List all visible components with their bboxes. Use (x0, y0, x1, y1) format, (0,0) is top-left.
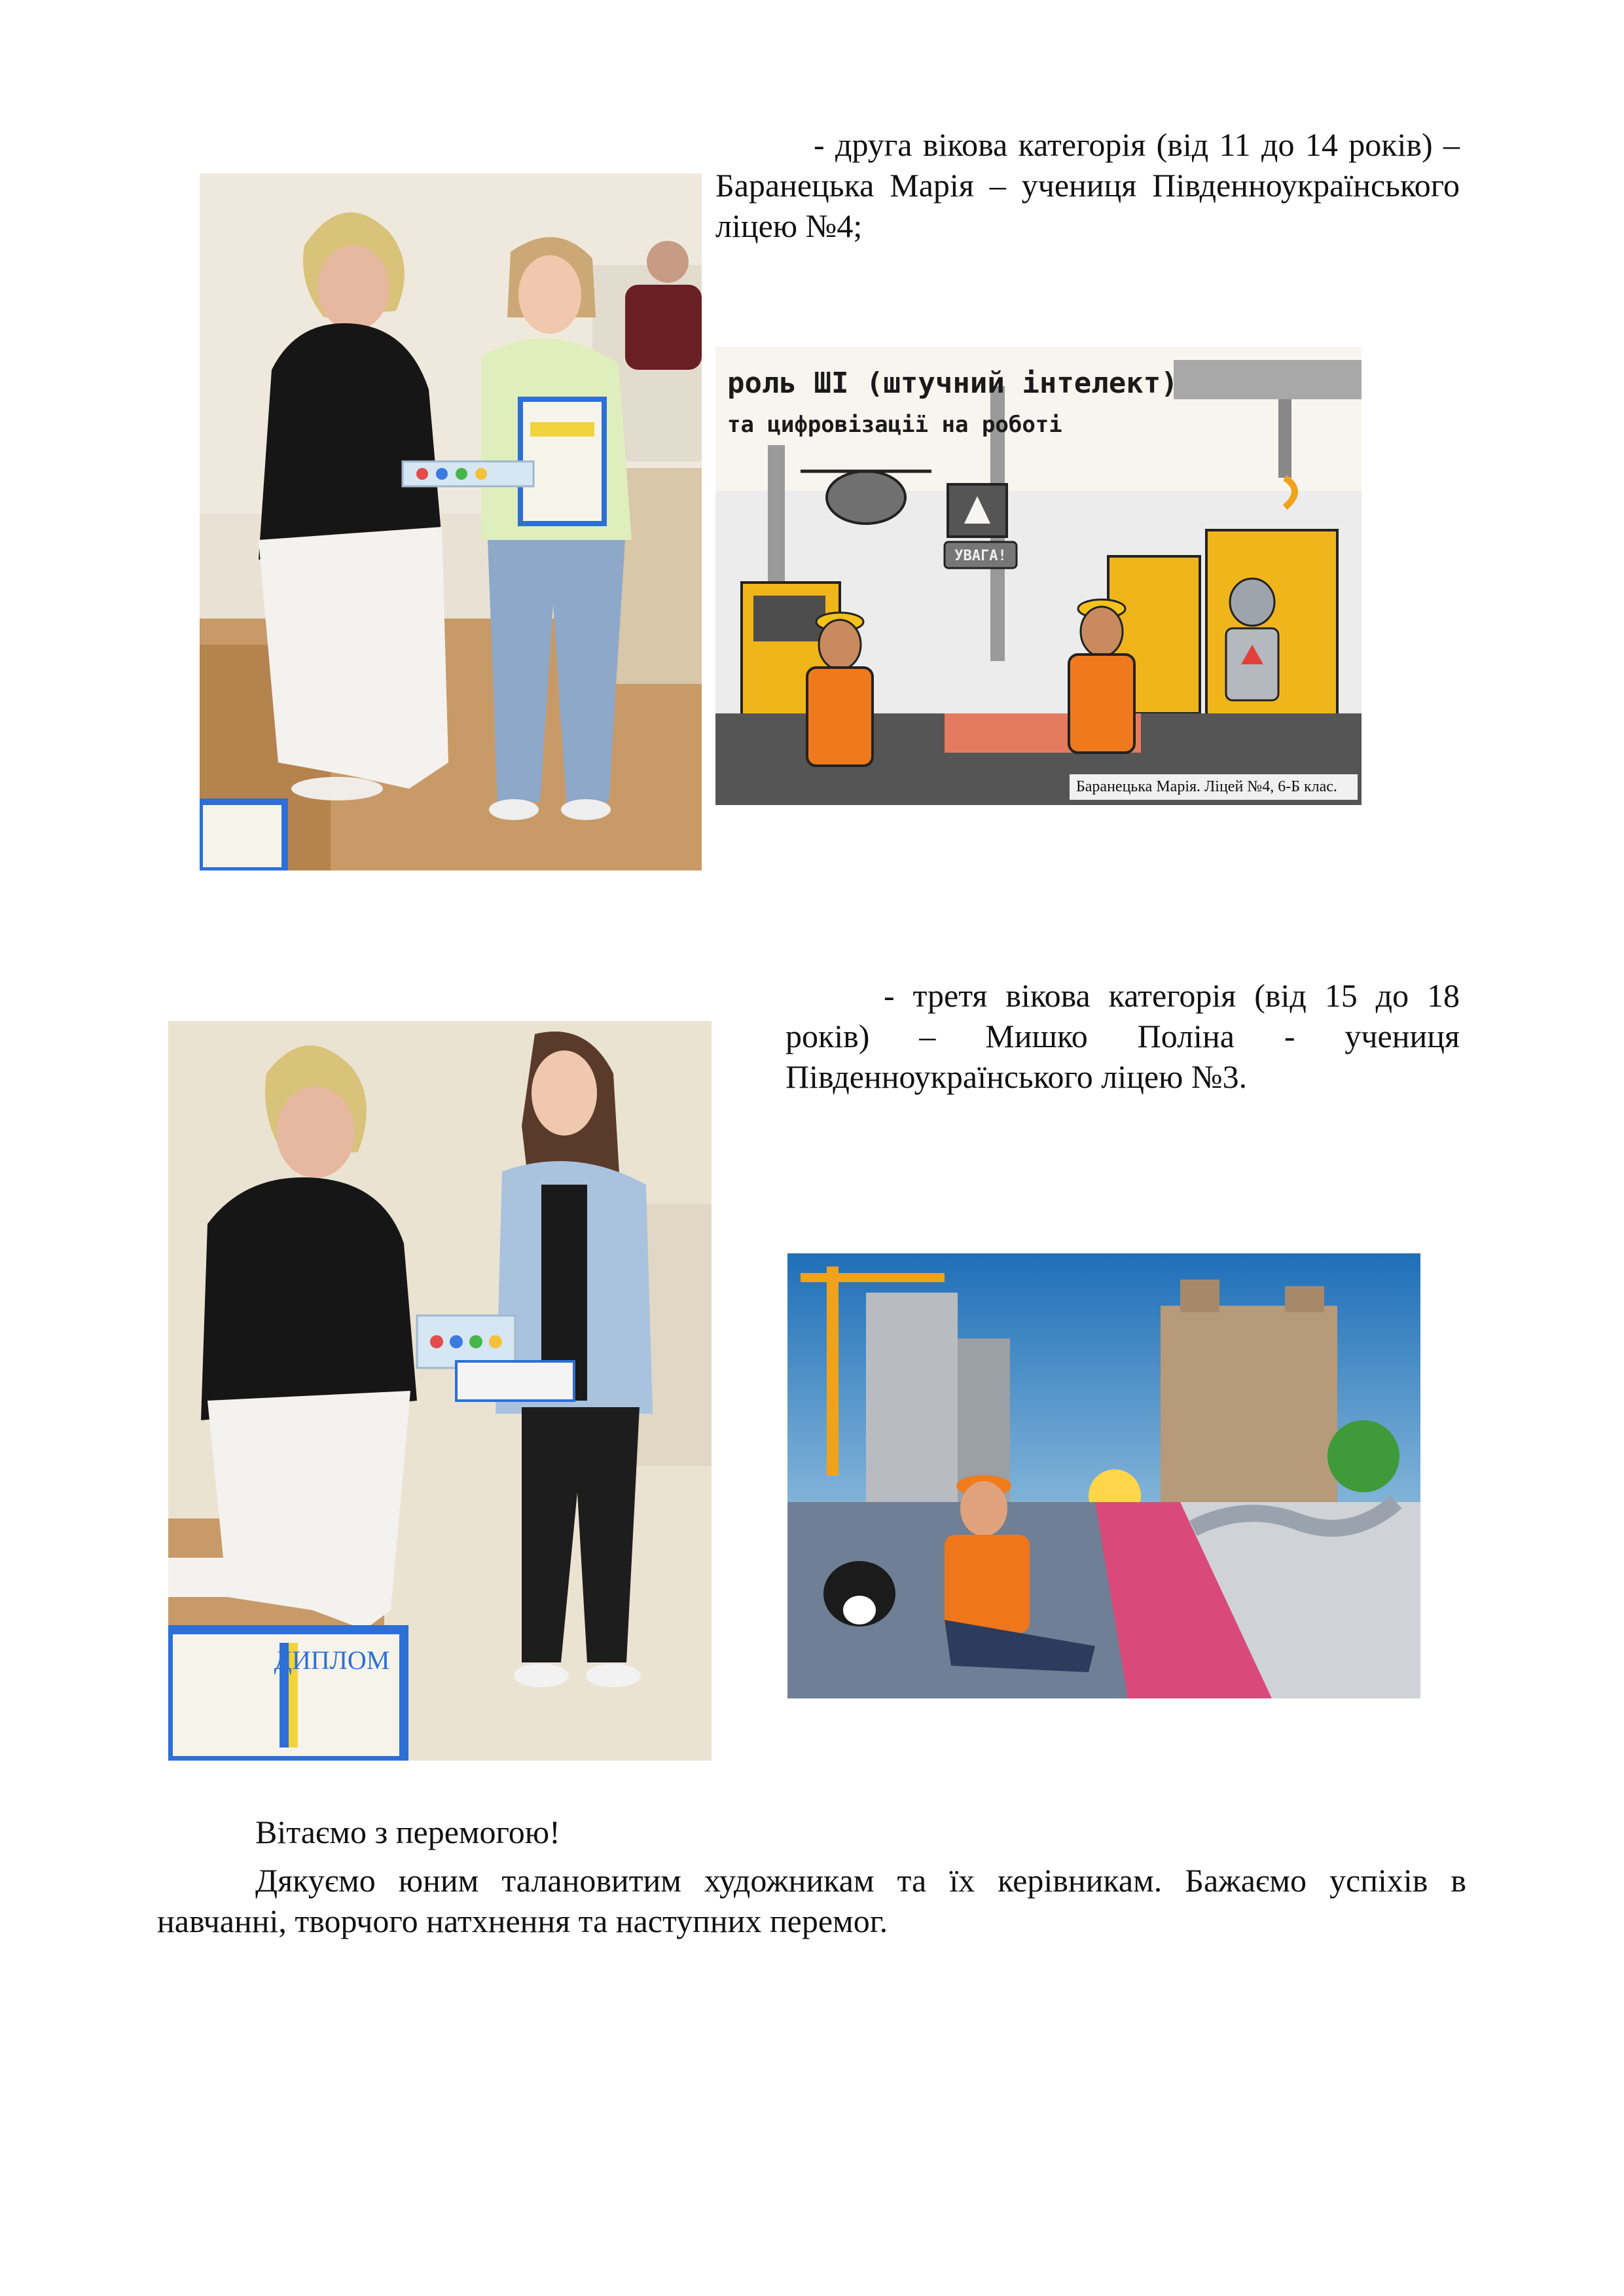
artwork-city-painting (787, 1253, 1420, 1698)
category-2-paragraph: - друга вікова категорія (від 11 до 14 років) – Баранецька Марія – учениця Південноукраїнського ліцею №4; (715, 126, 1460, 244)
artwork-caption: Баранецька Марія. Ліцей №4, 6-Б клас. (1070, 774, 1358, 800)
warning-sign-text: УВАГА! (954, 548, 1007, 564)
congrats-text: Вітаємо з перемогою! (255, 1814, 560, 1850)
artwork-robot-factory (715, 347, 1362, 805)
category-3-paragraph: - третя вікова категорія (від 15 до 18 років) – Мишко Поліна - учениця Південноукраїнського ліцею №3. (785, 977, 1460, 1095)
diploma-label: ДИПЛОМ (274, 1645, 390, 1675)
thanks-paragraph: Дякуємо юним талановитим художникам та їх керівникам. Бажаємо успіхів в навчанні, творчого натхнення та наступних перемог. (157, 1862, 1466, 1939)
artwork-title-line-1: роль ШІ (штучний інтелект) (727, 367, 1178, 400)
award-photo-2 (168, 1021, 712, 1761)
artwork-title-line-2: та цифровізації на роботі (727, 412, 1062, 438)
award-photo-1 (200, 173, 702, 870)
